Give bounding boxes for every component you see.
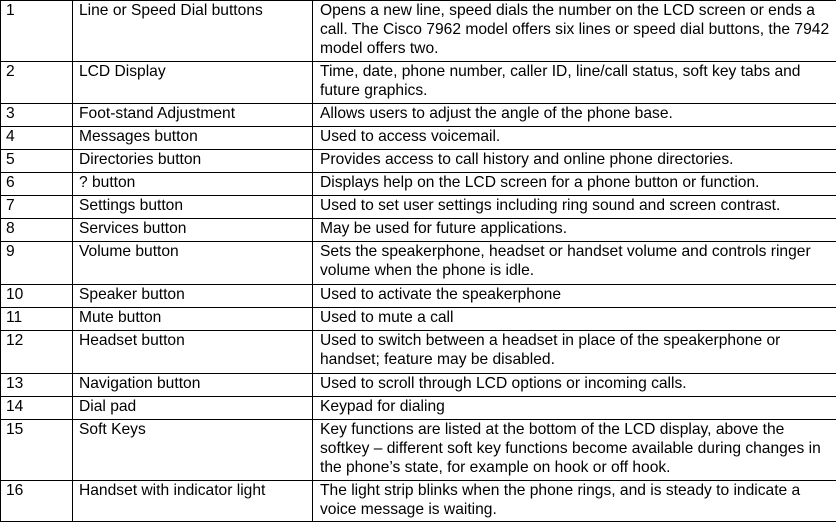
feature-name: LCD Display — [73, 62, 313, 104]
feature-name: Line or Speed Dial buttons — [73, 1, 313, 62]
table-row — [1, 242, 836, 285]
feature-description: Key functions are listed at the bottom of the LCD display, above the softkey – different soft key functions become available during changes in the phone’s state, for example on hook or off hook. — [313, 420, 836, 481]
feature-description: Sets the speakerphone, headset or handset volume and controls ringer volume when the phone is idle. — [313, 242, 836, 285]
feature-description: Used to access voicemail. — [313, 127, 836, 150]
table-row — [1, 173, 836, 196]
row-number: 11 — [1, 308, 73, 331]
table-row — [1, 104, 836, 127]
table-row — [1, 331, 836, 374]
row-number: 4 — [1, 127, 73, 150]
feature-description: Time, date, phone number, caller ID, line/call status, soft key tabs and future graphics. — [313, 62, 836, 104]
table-row — [1, 308, 836, 331]
table-row — [1, 420, 836, 481]
table-row — [1, 219, 836, 242]
row-number: 3 — [1, 104, 73, 127]
feature-description: May be used for future applications. — [313, 219, 836, 242]
table-row — [1, 285, 836, 308]
feature-name: Mute button — [73, 308, 313, 331]
table-row — [1, 196, 836, 219]
feature-name: ? button — [73, 173, 313, 196]
row-number: 1 — [1, 1, 73, 62]
table-row — [1, 150, 836, 173]
feature-name: Handset with indicator light — [73, 481, 313, 522]
row-number: 15 — [1, 420, 73, 481]
feature-description: The light strip blinks when the phone rings, and is steady to indicate a voice message is waiting. — [313, 481, 836, 522]
table-row — [1, 481, 836, 522]
feature-description: Used to scroll through LCD options or incoming calls. — [313, 374, 836, 397]
feature-description: Opens a new line, speed dials the number on the LCD screen or ends a call. The Cisco 7962 model offers six lines or speed dial buttons, the 7942 model offers two. — [313, 1, 836, 62]
feature-name: Foot-stand Adjustment — [73, 104, 313, 127]
feature-description: Displays help on the LCD screen for a phone button or function. — [313, 173, 836, 196]
row-number: 6 — [1, 173, 73, 196]
row-number: 5 — [1, 150, 73, 173]
feature-name: Directories button — [73, 150, 313, 173]
feature-name: Speaker button — [73, 285, 313, 308]
row-number: 13 — [1, 374, 73, 397]
feature-name: Soft Keys — [73, 420, 313, 481]
feature-name: Headset button — [73, 331, 313, 374]
feature-description: Used to set user settings including ring sound and screen contrast. — [313, 196, 836, 219]
table-row — [1, 62, 836, 104]
feature-name: Services button — [73, 219, 313, 242]
feature-description: Used to mute a call — [313, 308, 836, 331]
feature-description: Used to switch between a headset in place of the speakerphone or handset; feature may be disabled. — [313, 331, 836, 374]
feature-name: Volume button — [73, 242, 313, 285]
row-number: 7 — [1, 196, 73, 219]
table-row — [1, 127, 836, 150]
feature-description: Allows users to adjust the angle of the phone base. — [313, 104, 836, 127]
feature-name: Dial pad — [73, 397, 313, 420]
table-row — [1, 1, 836, 62]
row-number: 14 — [1, 397, 73, 420]
row-number: 8 — [1, 219, 73, 242]
table-row — [1, 397, 836, 420]
feature-name: Settings button — [73, 196, 313, 219]
feature-description: Keypad for dialing — [313, 397, 836, 420]
feature-name: Navigation button — [73, 374, 313, 397]
row-number: 16 — [1, 481, 73, 522]
row-number: 10 — [1, 285, 73, 308]
row-number: 12 — [1, 331, 73, 374]
feature-name: Messages button — [73, 127, 313, 150]
row-number: 2 — [1, 62, 73, 104]
table-row — [1, 374, 836, 397]
row-number: 9 — [1, 242, 73, 285]
feature-description: Provides access to call history and online phone directories. — [313, 150, 836, 173]
feature-description: Used to activate the speakerphone — [313, 285, 836, 308]
